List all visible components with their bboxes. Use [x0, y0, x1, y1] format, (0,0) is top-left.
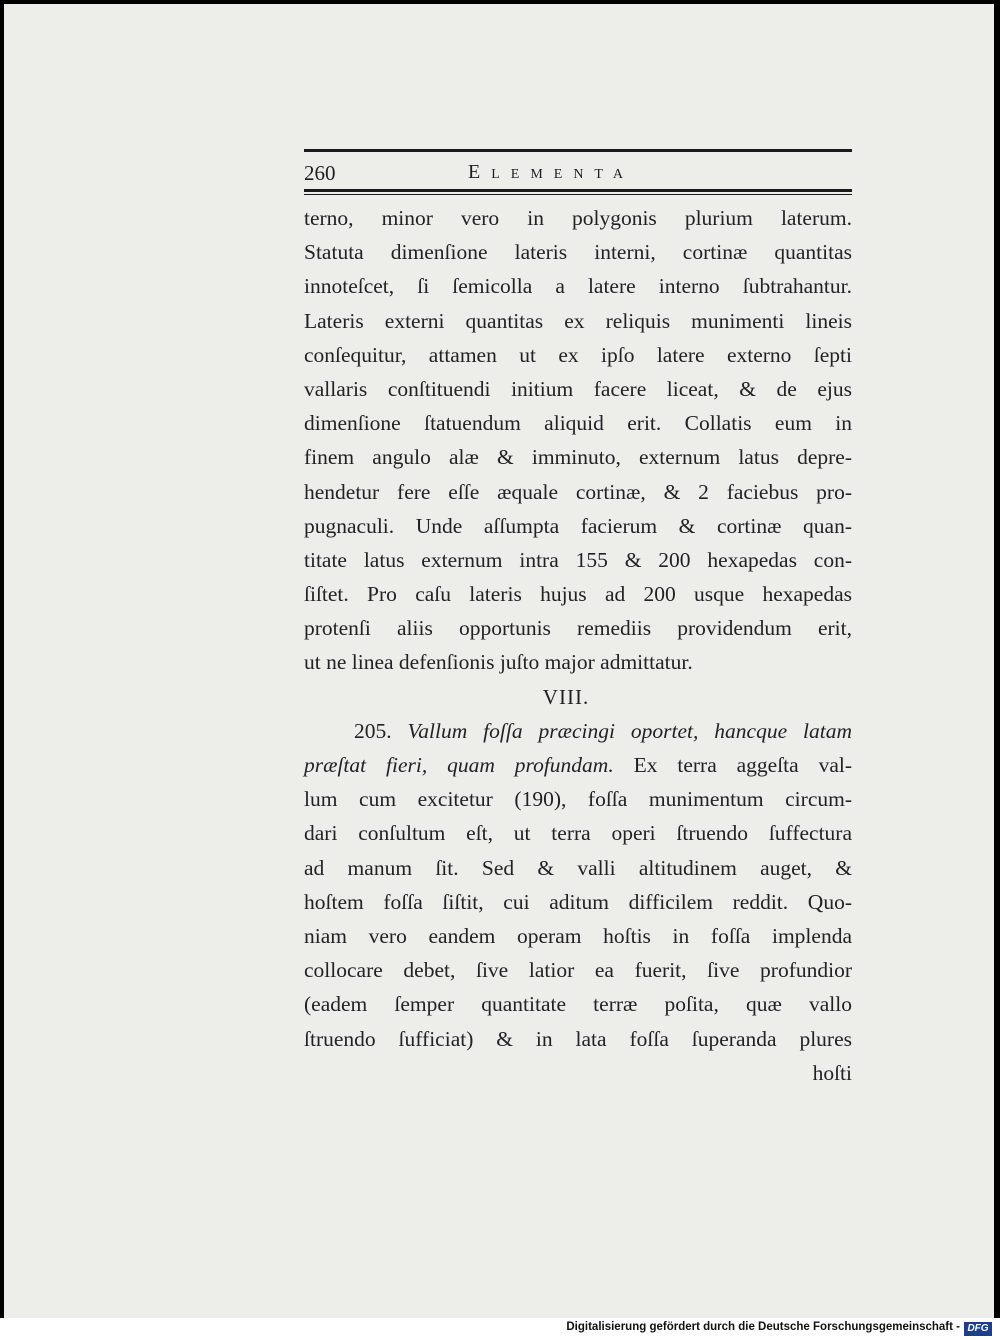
text-line: finem angulo alæ & imminuto, externum latus depre- — [304, 445, 852, 470]
text-line: collocare debet, ſive latior ea fuerit, ſive profundior — [304, 958, 852, 983]
text-line: Lateris externi quantitas ex reliquis munimenti lineis — [304, 308, 852, 333]
text-line: titate latus externum intra 155 & 200 hexapedas con- — [304, 547, 852, 572]
catchword: hoſti — [812, 1060, 852, 1085]
header-rule-bottom — [304, 189, 852, 192]
text-line: hoſtem foſſa ſiſtit, cui aditum difficilem reddit. Quo- — [304, 889, 852, 914]
paragraph-number: 205. — [354, 718, 392, 743]
body-text — [304, 201, 852, 1090]
text-line: lum cum excitetur (190), foſſa munimentum circum- — [304, 787, 852, 812]
dfg-logo: DFG — [964, 1322, 992, 1336]
text-line: terno, minor vero in polygonis plurium laterum. — [304, 206, 852, 230]
text-segment: Ex terra aggeſta val- — [633, 753, 853, 777]
text-line: ſiſtet. Pro caſu lateris hujus ad 200 usque hexapedas — [304, 582, 852, 607]
text-line: protenſi aliis opportunis remediis providendum erit, — [304, 616, 852, 641]
funding-notice: Digitalisierung gefördert durch die Deutsche Forschungsgemeinschaft - — [566, 1321, 960, 1333]
paper-sheet — [4, 4, 994, 1318]
text-line: innoteſcet, ſi ſemicolla a latere interno ſubtrahantur. — [304, 274, 852, 299]
text-line: hendetur fere eſſe æquale cortinæ, & 2 faciebus pro- — [304, 479, 852, 504]
text-line: (eadem ſemper quantitate terræ poſita, quæ vallo — [304, 992, 852, 1017]
paragraph-first-line — [304, 714, 852, 748]
text-line: conſequitur, attamen ut ex ipſo latere externo ſepti — [304, 342, 852, 367]
header-rule-top — [304, 149, 852, 152]
section-heading: VIII. — [542, 684, 590, 709]
text-line — [304, 748, 852, 782]
running-head: Elementa — [468, 161, 634, 183]
text-line: vallaris conſtituendi initium facere liceat, & de ejus — [304, 376, 852, 401]
page-number: 260 — [304, 161, 336, 185]
header-rule-bottom-thin — [304, 194, 852, 195]
italic-proposition: Vallum foſſa præcingi oportet, hancque latam — [407, 718, 852, 743]
text-line: ad manum ſit. Sed & valli altitudinem auget, & — [304, 855, 852, 880]
text-line: pugnaculi. Unde aſſumpta facierum & cortinæ quan- — [304, 513, 852, 538]
text-line: dari conſultum eſt, ut terra operi ſtruendo ſuffectura — [304, 821, 852, 846]
footer-bar — [0, 1318, 1000, 1340]
text-line: ſtruendo ſufficiat) & in lata foſſa ſuperanda plures — [304, 1026, 852, 1051]
text-line: ut ne linea defenſionis juſto major admittatur. — [304, 650, 693, 675]
page-header — [304, 149, 852, 199]
text-line: dimenſione ſtatuendum aliquid erit. Collatis eum in — [304, 411, 852, 436]
text-line: Statuta dimenſione lateris interni, cortinæ quantitas — [304, 240, 852, 265]
italic-proposition-continued: præſtat fieri, quam profundam. — [304, 753, 614, 777]
text-line: niam vero eandem operam hoſtis in foſſa implenda — [304, 923, 852, 948]
